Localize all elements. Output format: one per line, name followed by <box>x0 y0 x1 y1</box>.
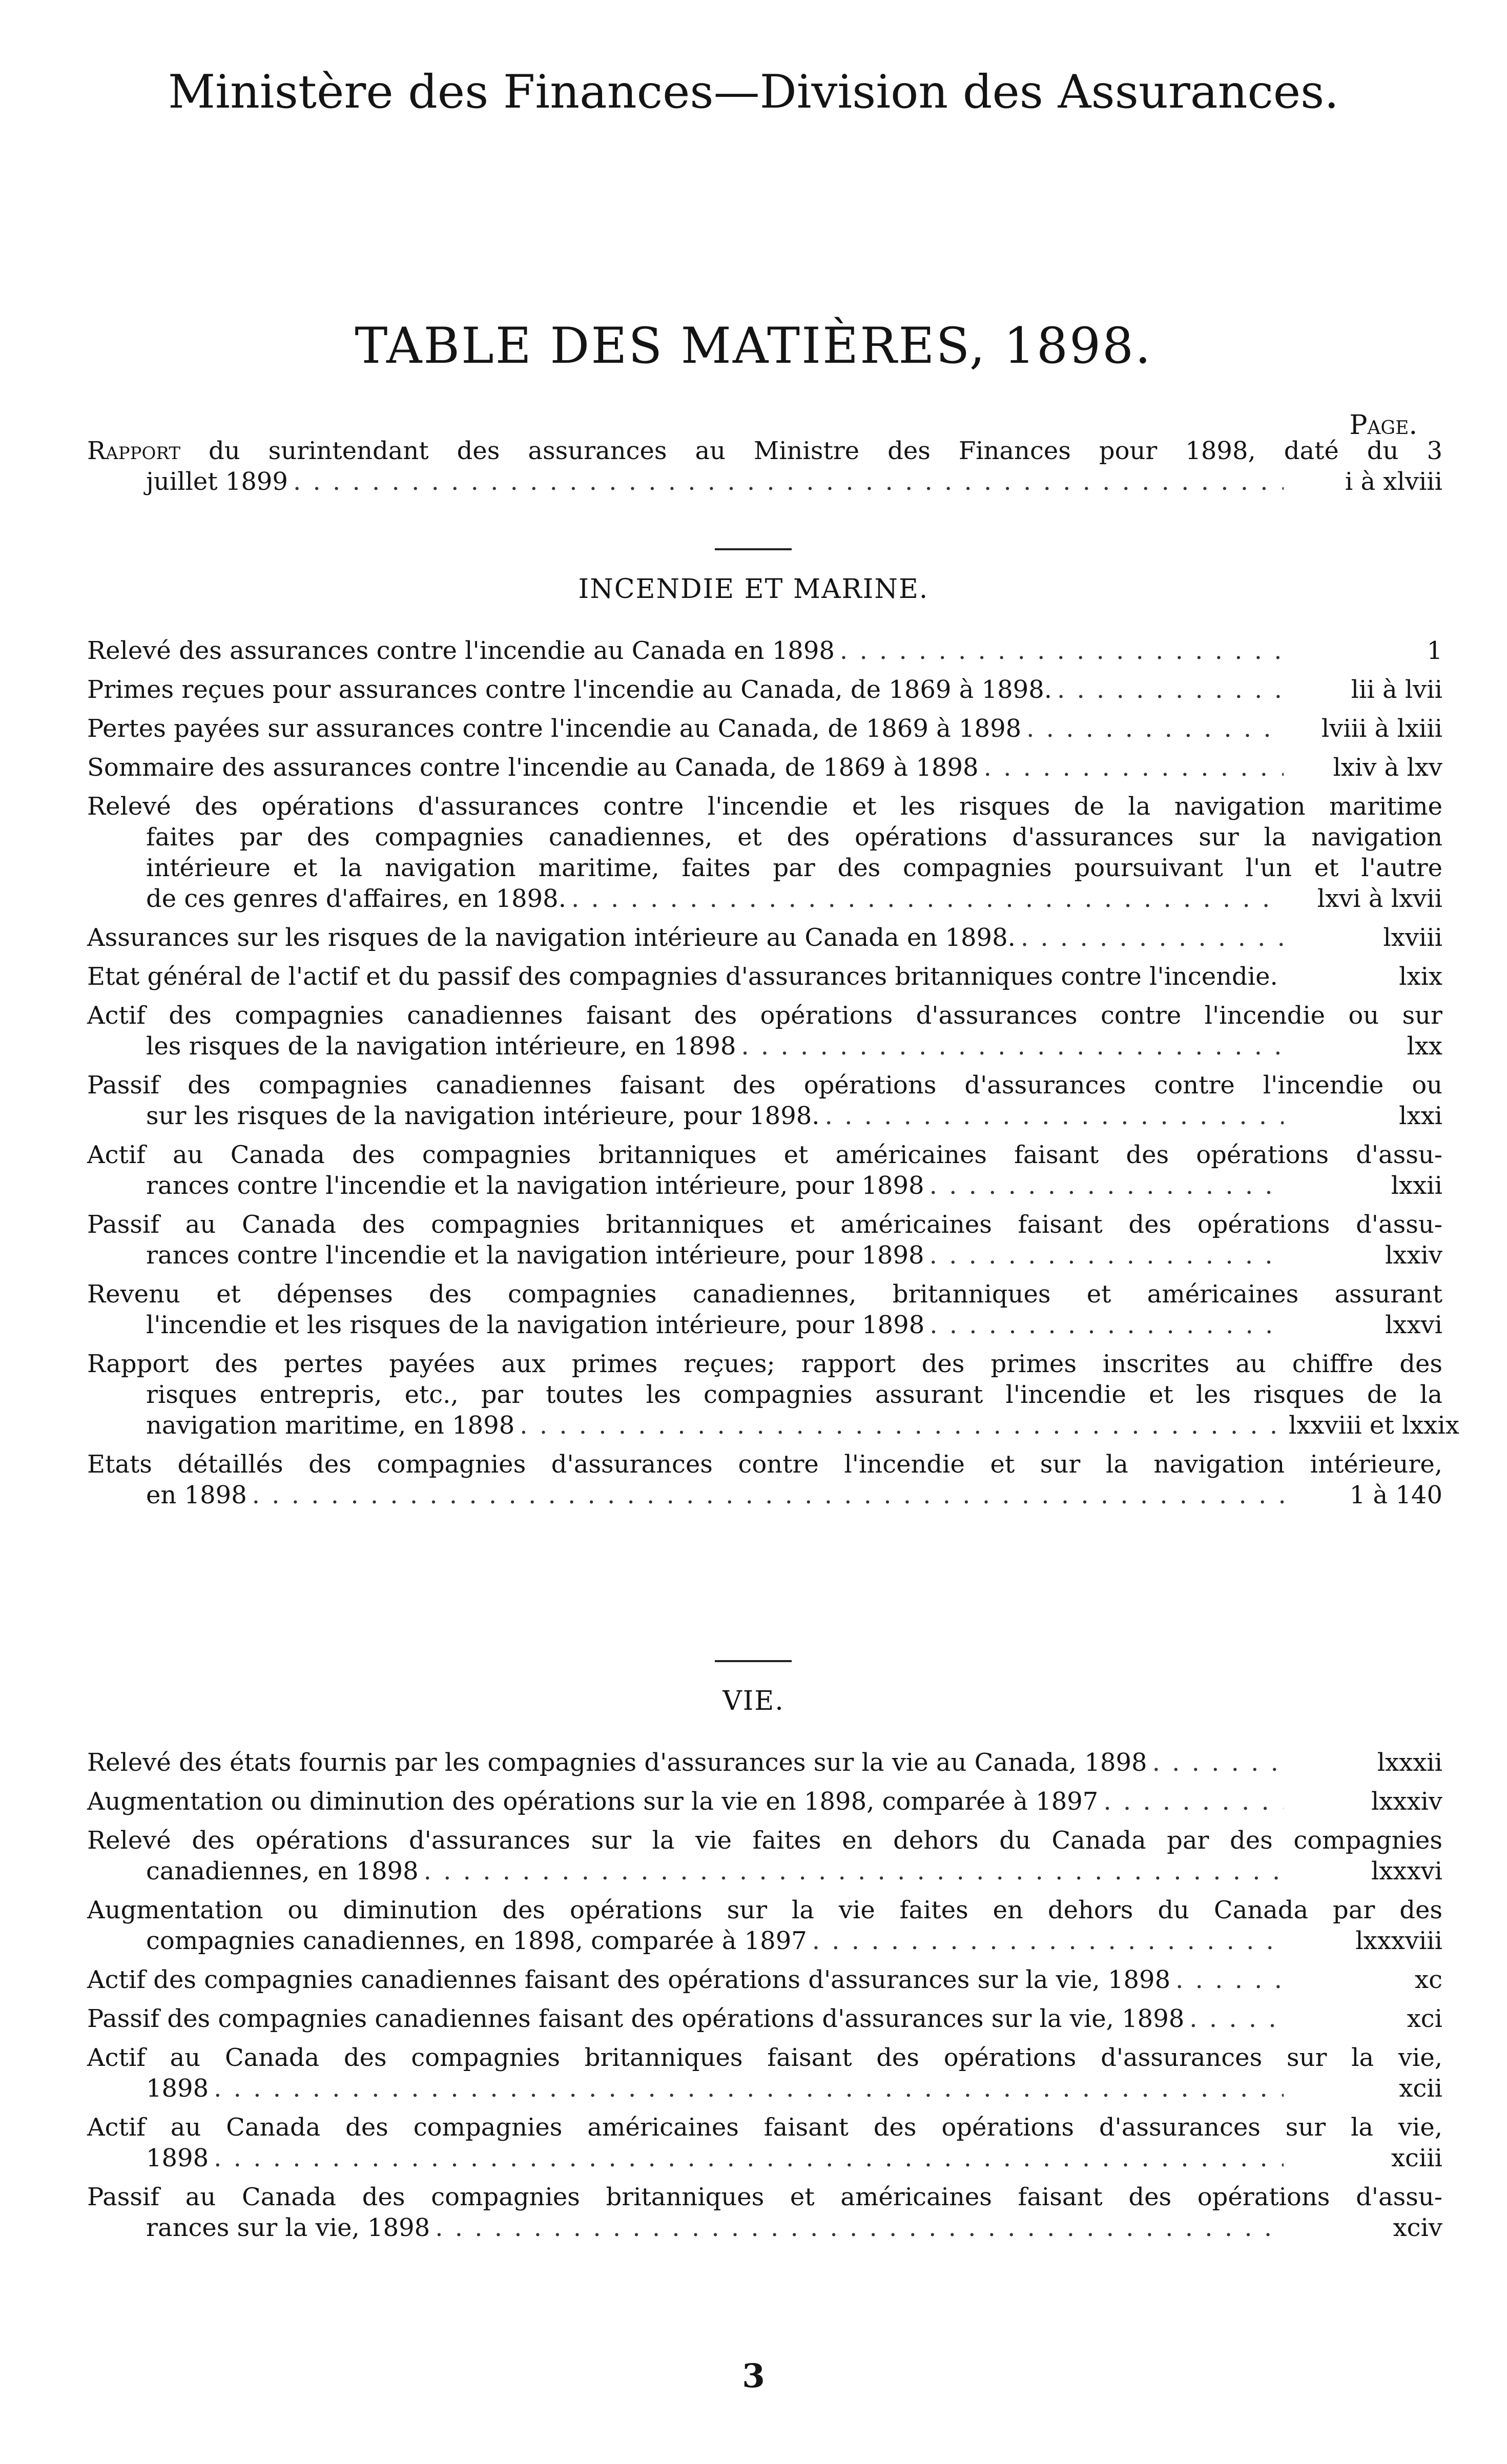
toc-entry <box>87 2182 1442 2243</box>
dot-leader <box>840 635 1284 666</box>
toc-page-ref: lxxxii <box>1377 1748 1442 1777</box>
toc-page-ref: lxxiv <box>1385 1241 1442 1270</box>
toc-entry-line <box>87 1170 1442 1201</box>
running-head: Ministère des Finances—Division des Assurances. <box>168 65 1339 119</box>
toc-page-ref: xci <box>1407 2004 1442 2033</box>
toc-page-ref: lxxxviii <box>1355 1927 1442 1955</box>
toc-entry <box>87 1209 1442 1271</box>
toc-page-ref: lxxxiv <box>1371 1787 1442 1816</box>
toc-entry-line <box>87 713 1442 744</box>
toc-entry <box>87 674 1442 705</box>
toc-entry-line <box>87 1101 1442 1131</box>
toc-entry <box>87 2112 1442 2173</box>
toc-entry <box>87 713 1442 744</box>
toc-entry-text: Relevé des états fournis par les compagnies d'assurances sur la vie au Canada, 1898 <box>87 1748 1147 1777</box>
toc-entry-text: Actif des compagnies canadiennes faisant des opérations d'assurances sur la vie, 1898 <box>87 1965 1171 1994</box>
toc-entry-line <box>87 1825 1442 1856</box>
toc-page-ref: xciii <box>1391 2144 1442 2172</box>
toc-entry <box>87 1279 1442 1340</box>
dot-leader <box>214 2143 1284 2173</box>
toc-entry-text: Passif des compagnies canadiennes faisant des opérations d'assurances sur la vie, 1898 <box>87 2004 1185 2033</box>
dot-leader <box>1026 713 1284 744</box>
toc-entry-text: canadiennes, en 1898 <box>146 1857 419 1886</box>
toc-entry-text: rances contre l'incendie et la navigation intérieure, pour 1898 <box>146 1241 924 1270</box>
toc-entry-line <box>87 635 1442 666</box>
toc-entry <box>87 1964 1442 1995</box>
toc-entry <box>87 1140 1442 1201</box>
toc-entry-line <box>87 1209 1442 1240</box>
toc-entry-text: Etat général de l'actif et du passif des compagnies d'assurances britanniques contre l'incendie. <box>87 962 1278 991</box>
toc-page-ref: xc <box>1415 1965 1442 1994</box>
section-divider <box>715 1660 792 1662</box>
toc-page-ref: lxxvi <box>1385 1311 1442 1339</box>
toc-entry-text: faites par des compagnies canadiennes, et des opérations d'assurances sur la navigation <box>146 823 1442 852</box>
dot-leader <box>1283 961 1284 992</box>
toc-page-ref: xciv <box>1393 2213 1442 2242</box>
toc-entry-line <box>87 1856 1442 1887</box>
toc-entry-text: Passif des compagnies canadiennes faisant des opérations d'assurances contre l'incendie ou <box>87 1071 1442 1100</box>
toc-entry-text: Assurances sur les risques de la navigation intérieure au Canada en 1898. <box>87 923 1016 952</box>
toc-entry-text: Actif au Canada des compagnies britanniques et américaines faisant des opérations d'assu- <box>87 1141 1442 1169</box>
toc-entry-line <box>87 2182 1442 2212</box>
dot-leader <box>1057 674 1284 705</box>
dot-leader <box>435 2212 1284 2243</box>
dot-leader <box>1021 922 1284 953</box>
toc-entry-text: compagnies canadiennes, en 1898, comparée à 1897 <box>146 1927 807 1955</box>
toc-entry-text: sur les risques de la navigation intérieure, pour 1898. <box>146 1102 820 1130</box>
toc-entry <box>87 1895 1442 1956</box>
dot-leader <box>214 2073 1284 2104</box>
toc-entry-text: Actif au Canada des compagnies britanniques faisant des opérations d'assurances sur la vie, <box>87 2043 1442 2072</box>
toc-page-ref: xcii <box>1399 2074 1442 2103</box>
toc-entry-text: Primes reçues pour assurances contre l'incendie au Canada, de 1869 à 1898. <box>87 675 1052 704</box>
toc-page-ref: lxix <box>1399 962 1442 991</box>
toc-entry-text: Actif des compagnies canadiennes faisant des opérations d'assurances contre l'incendie ou sur <box>87 1001 1442 1030</box>
toc-page-ref: lxx <box>1407 1032 1442 1061</box>
toc-entry-line <box>87 1786 1442 1817</box>
toc-page-ref: lxxii <box>1391 1171 1442 1200</box>
toc-entry-line <box>87 2003 1442 2034</box>
toc-entry-text: 1898 <box>146 2074 209 2103</box>
toc-page-ref: 1 à 140 <box>1349 1481 1442 1509</box>
toc-entry <box>87 2003 1442 2034</box>
toc-entry <box>87 961 1442 992</box>
dot-leader <box>741 1031 1284 1062</box>
toc-page-ref: lxxviii et lxxix <box>1289 1411 1459 1440</box>
toc-entry <box>87 1449 1442 1510</box>
toc-entry-text: intérieure et la navigation maritime, faites par des compagnies poursuivant l'un et l'autre <box>146 854 1442 882</box>
toc-entry-line <box>87 1964 1442 1995</box>
toc-entry-text: rances contre l'incendie et la navigation intérieure, pour 1898 <box>146 1171 924 1200</box>
toc-entry-text: Pertes payées sur assurances contre l'incendie au Canada, de 1869 à 1898 <box>87 714 1022 743</box>
toc-entry-text: juillet 1899 <box>146 467 288 496</box>
toc-entry-line <box>87 922 1442 953</box>
toc-entry-line <box>87 1310 1442 1340</box>
toc-entry-text: 1898 <box>146 2144 209 2172</box>
dot-leader <box>1152 1747 1284 1778</box>
toc-entry-line <box>87 674 1442 705</box>
toc-entry-line <box>87 1000 1442 1031</box>
rapport-lead: Rapport <box>87 437 181 465</box>
toc-entry-line <box>87 883 1442 914</box>
toc-entry-line <box>87 1449 1442 1480</box>
toc-page-ref: lii à lvii <box>1351 675 1442 704</box>
toc-entry-line <box>87 1279 1442 1310</box>
dot-leader <box>930 1240 1284 1271</box>
toc-entry <box>87 752 1442 783</box>
toc-entry <box>87 2042 1442 2104</box>
toc-entry-line <box>87 961 1442 992</box>
dot-leader <box>1175 1964 1284 1995</box>
toc-entry-line <box>87 2212 1442 2243</box>
dot-leader <box>1189 2003 1284 2034</box>
toc-entry-text: Rapport des pertes payées aux primes reçues; rapport des primes inscrites au chiffre des <box>87 1350 1442 1378</box>
toc-entry-text: risques entrepris, etc., par toutes les compagnies assurant l'incendie et les risques de la <box>146 1380 1442 1409</box>
toc-entry-text: Etats détaillés des compagnies d'assurances contre l'incendie et sur la navigation intérieure, <box>87 1450 1442 1479</box>
toc-entry-line <box>87 2073 1442 2104</box>
dot-leader <box>984 752 1284 783</box>
toc-page-ref: 1 <box>1427 636 1442 665</box>
toc-entry <box>87 1786 1442 1817</box>
dot-leader <box>293 466 1284 497</box>
toc-entry-text: Augmentation ou diminution des opérations sur la vie faites en dehors du Canada par des <box>87 1896 1442 1924</box>
toc-entry-line <box>87 853 1442 883</box>
toc-entry-line <box>87 1140 1442 1170</box>
toc-entry-text: de ces genres d'affaires, en 1898. <box>146 884 566 913</box>
toc-entry-line <box>87 1379 1442 1410</box>
toc-entry-line <box>87 2042 1442 2073</box>
toc-entry <box>87 635 1442 666</box>
toc-entry-text: Relevé des opérations d'assurances contre l'incendie et les risques de la navigation maritime <box>87 792 1442 821</box>
toc-page-ref: lxxi <box>1399 1102 1442 1130</box>
toc-entry-text: les risques de la navigation intérieure, en 1898 <box>146 1032 736 1061</box>
toc-entry <box>87 1825 1442 1887</box>
toc-entry-line <box>87 1747 1442 1778</box>
toc-entry-line <box>87 1925 1442 1956</box>
toc-entry-line <box>87 822 1442 853</box>
toc-entry-text: rances sur la vie, 1898 <box>146 2213 430 2242</box>
toc-entry <box>87 922 1442 953</box>
toc-entry-text: du surintendant des assurances au Ministre des Finances pour 1898, daté du 3 <box>209 437 1442 465</box>
toc-entry-line <box>87 1070 1442 1101</box>
toc-entry-line <box>87 1480 1442 1510</box>
toc-page-ref: lxvi à lxvii <box>1317 884 1442 913</box>
toc-entry <box>87 1070 1442 1131</box>
dot-leader <box>571 883 1284 914</box>
toc-entry <box>87 1747 1442 1778</box>
toc-entry-text: Passif au Canada des compagnies britanniques et américaines faisant des opérations d'assu- <box>87 2183 1442 2211</box>
section-heading-incendie: INCENDIE ET MARINE. <box>578 574 929 605</box>
toc-entry-text: navigation maritime, en 1898 <box>146 1411 515 1440</box>
dot-leader <box>930 1170 1284 1201</box>
toc-entry-line <box>87 436 1442 466</box>
page-column-header: Page. <box>1349 410 1417 441</box>
toc-page-ref: lviii à lxiii <box>1321 714 1442 743</box>
page-title: TABLE DES MATIÈRES, 1898. <box>355 317 1152 375</box>
section-divider <box>715 548 792 550</box>
toc-entry-line <box>87 1895 1442 1925</box>
toc-entry-text: Revenu et dépenses des compagnies canadiennes, britanniques et américaines assurant <box>87 1280 1442 1309</box>
toc-entry-text: Sommaire des assurances contre l'incendie au Canada, de 1869 à 1898 <box>87 753 979 782</box>
toc-entry-line <box>87 1349 1442 1379</box>
toc-entry-line <box>87 1031 1442 1062</box>
toc-entry-text: l'incendie et les risques de la navigation intérieure, pour 1898 <box>146 1311 925 1339</box>
dot-leader <box>812 1925 1284 1956</box>
toc-entry-line <box>87 2112 1442 2143</box>
dot-leader <box>424 1856 1284 1887</box>
toc-entry-line <box>87 1240 1442 1271</box>
dot-leader <box>930 1310 1284 1340</box>
dot-leader <box>520 1410 1284 1441</box>
toc-entry-text: Relevé des assurances contre l'incendie au Canada en 1898 <box>87 636 835 665</box>
toc-entry-text: Passif au Canada des compagnies britanniques et américaines faisant des opérations d'assu- <box>87 1210 1442 1239</box>
section-heading-vie: VIE. <box>722 1686 785 1716</box>
toc-page-ref: i à xlviii <box>1345 467 1442 496</box>
toc-entry-text: en 1898 <box>146 1481 247 1509</box>
toc-page-ref: lxxxvi <box>1371 1857 1442 1886</box>
toc-entry <box>87 1349 1459 1441</box>
toc-entry-text: Relevé des opérations d'assurances sur la vie faites en dehors du Canada par des compagnies <box>87 1826 1442 1855</box>
toc-entry-line <box>87 466 1442 497</box>
toc-entry-rapport <box>87 436 1442 497</box>
page-number: 3 <box>742 2357 765 2395</box>
dot-leader <box>825 1101 1284 1131</box>
toc-entry-line <box>87 791 1442 822</box>
toc-page-ref: lxviii <box>1383 923 1442 952</box>
toc-entry <box>87 1000 1442 1062</box>
dot-leader <box>252 1480 1284 1510</box>
toc-entry-line <box>87 2143 1442 2173</box>
toc-page-ref: lxiv à lxv <box>1333 753 1442 782</box>
toc-entry-text: Augmentation ou diminution des opérations sur la vie en 1898, comparée à 1897 <box>87 1787 1099 1816</box>
toc-entry-line <box>87 1410 1459 1441</box>
toc-entry-text: Actif au Canada des compagnies américaines faisant des opérations d'assurances sur la vie, <box>87 2113 1442 2142</box>
toc-entry-line <box>87 752 1442 783</box>
toc-entry <box>87 791 1442 914</box>
dot-leader <box>1103 1786 1284 1817</box>
